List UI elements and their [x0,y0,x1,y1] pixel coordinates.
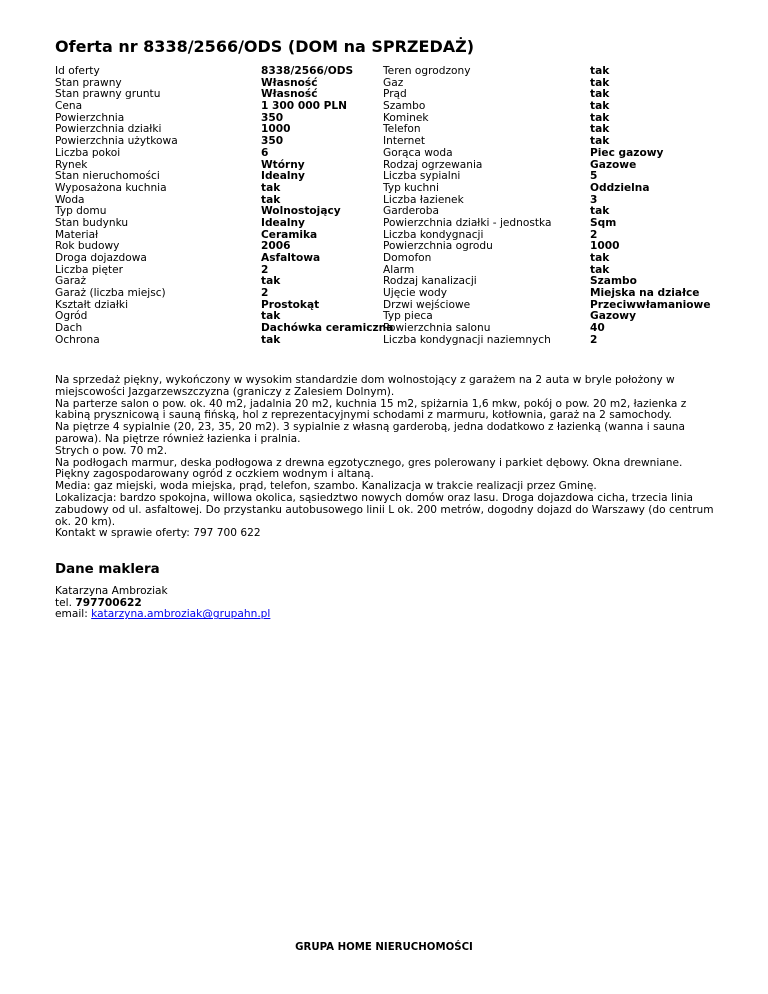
detail-value: Miejska na działce [590,287,700,300]
detail-label: Id oferty [55,65,100,77]
detail-label: Alarm [383,263,415,276]
detail-label: Stan budynku [55,216,129,229]
description-paragraph: Media: gaz miejski, woda miejska, prąd, telefon, szambo. Kanalizacja w trakcie realizacji przez Gminę. [55,480,597,493]
detail-value: 1000 [590,240,620,253]
broker-email-label: email: [55,608,88,621]
detail-label: Domofon [383,252,432,264]
description-paragraph: Lokalizacja: bardzo spokojna, willowa okolica, sąsiedztwo nowych domów oraz lasu. Droga dojazdowa cicha, trzecia linia zabudowy od ul. asfaltowej. Do przystanku autobusowego linii L ok. 200 metrów, dogodny dojazd do Warszawy (do centrum ok. 20 km). [55,491,714,528]
description-paragraph: Na piętrze 4 sypialnie (20, 23, 35, 20 m2). 3 sypialnie z własną garderobą, jedna dodatkowo z łazienką (wanna i sauna parowa). Na piętrze również łazienka i pralnia. [55,421,685,445]
description-paragraph: Strych o pow. 70 m2. [55,444,168,457]
detail-label: Liczba pokoi [55,146,121,159]
details-right-values [590,66,711,347]
detail-label: Rok budowy [55,240,120,253]
detail-label: Powierzchnia działki [55,123,162,136]
detail-label: Garaż [55,275,87,288]
detail-label: Rynek [55,158,88,171]
detail-label: Drzwi wejściowe [383,298,471,311]
detail-value: Sqm [590,216,617,229]
broker-details [55,586,270,621]
detail-value: tak [261,310,281,323]
detail-value: tak [590,252,610,264]
detail-value: 8338/2566/ODS [261,65,354,77]
detail-label: Garaż (liczba miejsc) [55,287,166,300]
detail-value: tak [261,193,281,206]
detail-value: Dachówka ceramiczna [261,322,394,335]
detail-label: Liczba pięter [55,263,124,276]
detail-value: 5 [590,170,598,183]
detail-value: tak [261,181,281,194]
detail-value: Gazowe [590,158,637,171]
description-paragraph: Na sprzedaż piękny, wykończony w wysokim standardzie dom wolnostojący z garażem na 2 auta w bryle położony w miejscowości Jazgarzewszczyzna (graniczy z Zalesiem Dolnym). [55,374,675,398]
detail-label: Liczba łazienek [383,193,464,206]
detail-value: tak [590,263,610,276]
detail-label: Materiał [55,228,99,241]
detail-label: Liczba kondygnacji naziemnych [383,333,551,346]
detail-label: Stan nieruchomości [55,170,160,183]
detail-value: tak [590,123,610,136]
description-paragraph: Na podłogach marmur, deska podłogowa z drewna egzotycznego, gres polerowany i parkiet dębowy. Okna drewniane. [55,456,683,469]
detail-value: 2 [590,228,598,241]
detail-value: tak [590,65,610,77]
details-left-labels [55,66,178,347]
detail-value: 1000 [261,123,291,136]
detail-value: tak [590,205,610,218]
broker-email-link[interactable]: katarzyna.ambroziak@grupahn.pl [91,608,271,621]
detail-label: Cena [55,100,83,113]
details-right-labels [383,66,551,347]
detail-label: Liczba sypialni [383,170,461,183]
detail-value: Idealny [261,216,305,229]
detail-label: Powierzchnia działki - jednostka [383,216,552,229]
detail-label: Kominek [383,111,429,124]
detail-value: 2 [590,333,598,346]
description-paragraph: Kontakt w sprawie oferty: 797 700 622 [55,527,261,540]
description-paragraph: Na parterze salon o pow. ok. 40 m2, jadalnia 20 m2, kuchnia 15 m2, spiżarnia 1,6 mkw, pokój o pow. 20 m2, łazienka z kabiną prysznicową i sauną fińską, hol z reprezentacyjnymi schodami z marmuru, kotłownia, garaż na 2 samochody. [55,397,687,422]
footer-company-name: GRUPA HOME NIERUCHOMOŚCI [295,942,473,953]
detail-value: Wtórny [261,158,305,171]
detail-value: 2 [261,263,269,276]
detail-value: Oddzielna [590,181,650,194]
detail-value: Ceramika [261,228,318,241]
detail-label: Szambo [383,100,426,113]
broker-email-line [55,609,270,621]
detail-value: Prostokąt [261,298,320,311]
detail-value: tak [590,111,610,124]
detail-value: 2006 [261,240,291,253]
detail-label: Kształt działki [55,298,129,311]
detail-value: 1 300 000 PLN [261,100,348,113]
detail-label: Woda [55,193,85,206]
offer-description [55,375,715,540]
detail-label: Dach [55,322,83,335]
detail-value: Gazowy [590,310,636,323]
detail-value: 6 [261,146,269,159]
detail-value: tak [590,76,610,89]
detail-label: Ogród [55,310,88,323]
detail-label: Ujęcie wody [383,287,448,300]
detail-value: 3 [590,193,598,206]
detail-label: Gorąca woda [383,146,453,159]
detail-label: Rodzaj kanalizacji [383,275,477,288]
detail-label: Powierzchnia [55,111,125,124]
detail-value: Własność [261,88,318,101]
detail-label: Droga dojazdowa [55,252,147,264]
detail-label: Powierzchnia użytkowa [55,135,178,148]
detail-value: Asfaltowa [261,252,321,264]
detail-value: tak [590,135,610,148]
detail-value: 40 [590,322,605,335]
detail-value: 350 [261,135,284,148]
detail-value: Wolnostojący [261,205,341,218]
broker-phone-label: tel. [55,596,72,609]
detail-label: Ochrona [55,333,100,346]
detail-label: Rodzaj ogrzewania [383,158,483,171]
detail-label: Typ pieca [383,310,433,323]
detail-value: tak [261,333,281,346]
detail-value: Własność [261,76,318,89]
detail-label: Powierzchnia ogrodu [383,240,493,253]
detail-value: 2 [261,287,269,300]
detail-label: Internet [383,135,426,148]
detail-label: Typ domu [55,205,107,218]
page-title: Oferta nr 8338/2566/ODS (DOM na SPRZEDAŻ) [55,37,475,56]
detail-value: tak [590,100,610,113]
detail-label: Typ kuchni [383,181,439,194]
detail-value: tak [590,88,610,101]
detail-label: Prąd [383,88,407,101]
broker-heading: Dane maklera [55,562,160,577]
detail-label: Garderoba [383,205,439,218]
detail-value: Piec gazowy [590,146,664,159]
detail-label: Teren ogrodzony [383,65,471,77]
broker-name: Katarzyna Ambroziak [55,585,168,597]
detail-value: 350 [261,111,284,124]
detail-label: Wyposażona kuchnia [55,181,167,194]
description-paragraph: Piękny zagospodarowany ogród z oczkiem wodnym i altaną. [55,468,374,481]
detail-value: Idealny [261,170,305,183]
detail-value: Szambo [590,275,637,288]
offer-details [55,66,735,356]
broker-phone: 797700622 [75,596,142,609]
detail-value: tak [261,275,281,288]
detail-label: Gaz [383,76,404,89]
detail-label: Powierzchnia salonu [383,322,491,335]
detail-label: Stan prawny [55,76,122,89]
detail-value: Przeciwwłamaniowe [590,298,711,311]
detail-label: Telefon [383,123,421,136]
details-left-values [261,66,393,347]
detail-label: Stan prawny gruntu [55,88,161,101]
detail-label: Liczba kondygnacji [383,228,484,241]
